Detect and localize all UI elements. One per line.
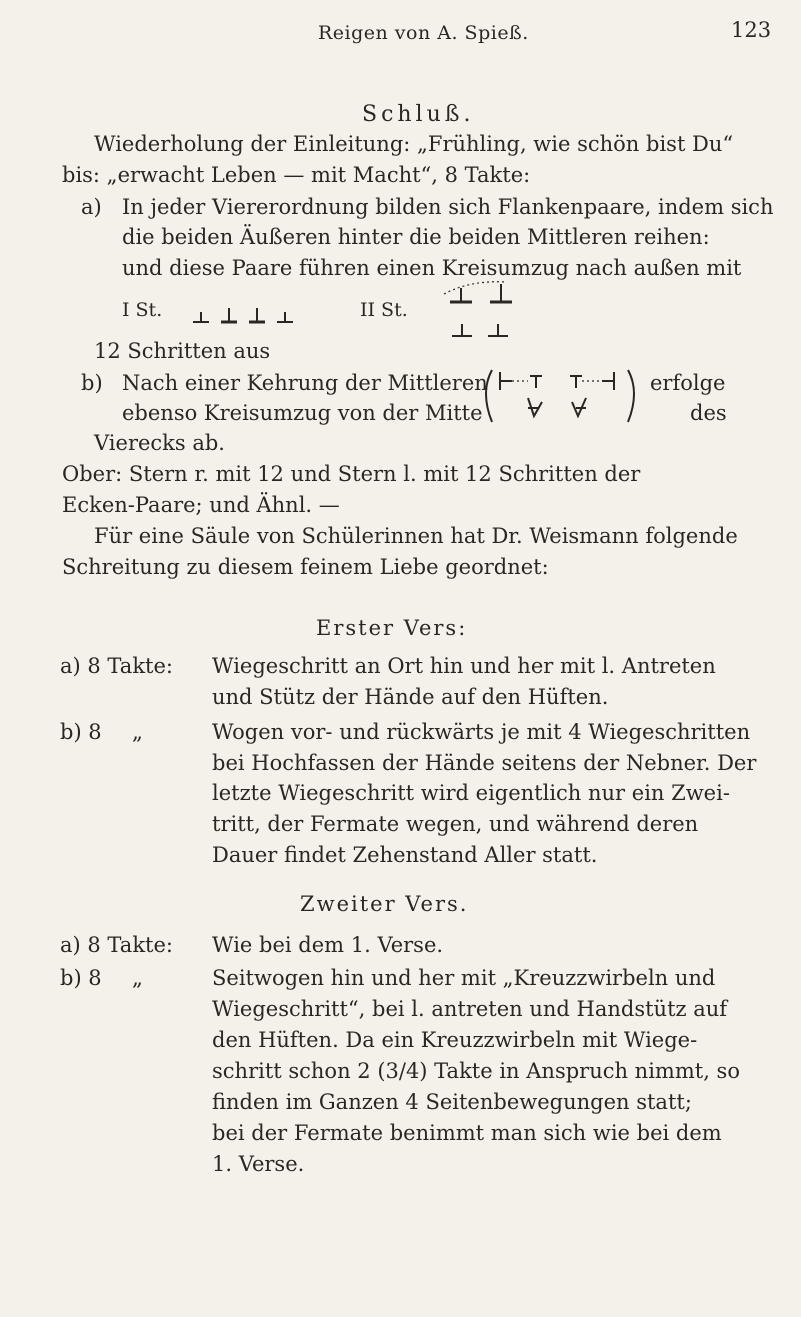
kehrung-figure bbox=[478, 362, 643, 432]
verse-1-a-line-1: Wiegeschritt an Ort hin und her mit l. Antreten bbox=[212, 654, 716, 678]
section-title: Schluß. bbox=[362, 102, 475, 127]
formation-mark bbox=[249, 308, 265, 322]
verse-1-a-label: a) 8 Takte: bbox=[60, 654, 173, 678]
right-bracket bbox=[628, 370, 634, 422]
verse-2-a-line-1: Wie bei dem 1. Verse. bbox=[212, 933, 444, 957]
formation-mark bbox=[488, 324, 508, 336]
verse-1-a-line-2: und Stütz der Hände auf den Hüften. bbox=[212, 685, 609, 709]
item-b-right-2: des bbox=[690, 401, 727, 425]
item-a-line-1: In jeder Viererordnung bilden sich Flankenpaare, indem sich bbox=[122, 195, 774, 219]
formation-mark bbox=[602, 372, 614, 390]
verse-2-title: Zweiter Vers. bbox=[300, 892, 469, 916]
formation-mark bbox=[221, 308, 237, 322]
verse-2-b-line-5: finden im Ganzen 4 Seitenbewegungen statt; bbox=[212, 1090, 692, 1114]
formation-figure-1 bbox=[185, 300, 325, 330]
figure-2-label: II St. bbox=[360, 299, 408, 321]
verse-2-b-label: b) 8 bbox=[60, 966, 102, 990]
verse-2-b-line-4: schritt schon 2 (3/4) Takte in Anspruch nimmt, so bbox=[212, 1059, 740, 1083]
verse-2-b-ditto: „ bbox=[132, 966, 143, 990]
formation-figure-2 bbox=[430, 276, 540, 356]
item-a-label: a) bbox=[81, 195, 102, 219]
verse-2-b-line-6: bei der Fermate benimmt man sich wie bei dem bbox=[212, 1121, 722, 1145]
ober-line-1: Ober: Stern r. mit 12 und Stern l. mit 12 Schritten der bbox=[62, 462, 641, 486]
verse-1-b-line-1: Wogen vor- und rückwärts je mit 4 Wiegeschritten bbox=[212, 720, 751, 744]
left-bracket bbox=[486, 370, 492, 422]
formation-mark bbox=[452, 324, 472, 336]
formation-mark bbox=[277, 312, 293, 322]
page-number: 123 bbox=[731, 18, 772, 42]
saule-line-2: Schreitung zu diesem feinem Liebe geordnet: bbox=[62, 555, 549, 579]
item-b-line-1: Nach einer Kehrung der Mittleren bbox=[122, 371, 488, 395]
verse-1-b-line-5: Dauer findet Zehenstand Aller statt. bbox=[212, 843, 598, 867]
verse-2-b-line-1: Seitwogen hin und her mit „Kreuzzwirbeln und bbox=[212, 966, 716, 990]
verse-1-b-ditto: „ bbox=[132, 720, 143, 744]
verse-2-a-label: a) 8 Takte: bbox=[60, 933, 173, 957]
verse-2-b-line-2: Wiegeschritt“, bei l. antreten und Handstütz auf bbox=[212, 997, 728, 1021]
formation-mark bbox=[570, 376, 582, 388]
verse-1-b-label: b) 8 bbox=[60, 720, 102, 744]
intro-line-2: bis: „erwacht Leben — mit Macht“, 8 Takte: bbox=[62, 163, 531, 187]
saule-line-1: Für eine Säule von Schülerinnen hat Dr. Weismann folgende bbox=[94, 524, 738, 548]
formation-mark bbox=[572, 398, 586, 416]
item-b-right-1: erfolge bbox=[650, 371, 726, 395]
path-arc bbox=[444, 282, 506, 294]
ober-line-2: Ecken-Paare; und Ähnl. — bbox=[62, 493, 340, 517]
item-a-line-3: und diese Paare führen einen Kreisumzug nach außen mit bbox=[122, 256, 742, 280]
verse-2-b-line-3: den Hüften. Da ein Kreuzzwirbeln mit Wiege- bbox=[212, 1028, 698, 1052]
verse-1-title: Erster Vers: bbox=[316, 616, 468, 640]
verse-2-b-line-7: 1. Verse. bbox=[212, 1152, 305, 1176]
verse-1-b-line-4: tritt, der Fermate wegen, und während deren bbox=[212, 812, 699, 836]
intro-line-1: Wiederholung der Einleitung: „Frühling, wie schön bist Du“ bbox=[94, 132, 734, 156]
figure-1-label: I St. bbox=[122, 299, 163, 321]
formation-mark bbox=[528, 398, 542, 416]
running-header: Reigen von A. Spieß. bbox=[318, 22, 529, 44]
steps-line: 12 Schritten aus bbox=[94, 339, 271, 363]
formation-mark bbox=[530, 376, 542, 388]
formation-mark bbox=[490, 284, 512, 302]
item-b-label: b) bbox=[81, 371, 103, 395]
formation-mark bbox=[193, 312, 209, 322]
item-b-line-3: Vierecks ab. bbox=[94, 431, 225, 455]
verse-1-b-line-3: letzte Wiegeschritt wird eigentlich nur ein Zwei- bbox=[212, 781, 730, 805]
verse-1-b-line-2: bei Hochfassen der Hände seitens der Nebner. Der bbox=[212, 751, 757, 775]
item-b-line-2: ebenso Kreisumzug von der Mitte bbox=[122, 401, 483, 425]
formation-mark bbox=[500, 372, 512, 390]
item-a-line-2: die beiden Äußeren hinter die beiden Mittleren reihen: bbox=[122, 225, 710, 249]
